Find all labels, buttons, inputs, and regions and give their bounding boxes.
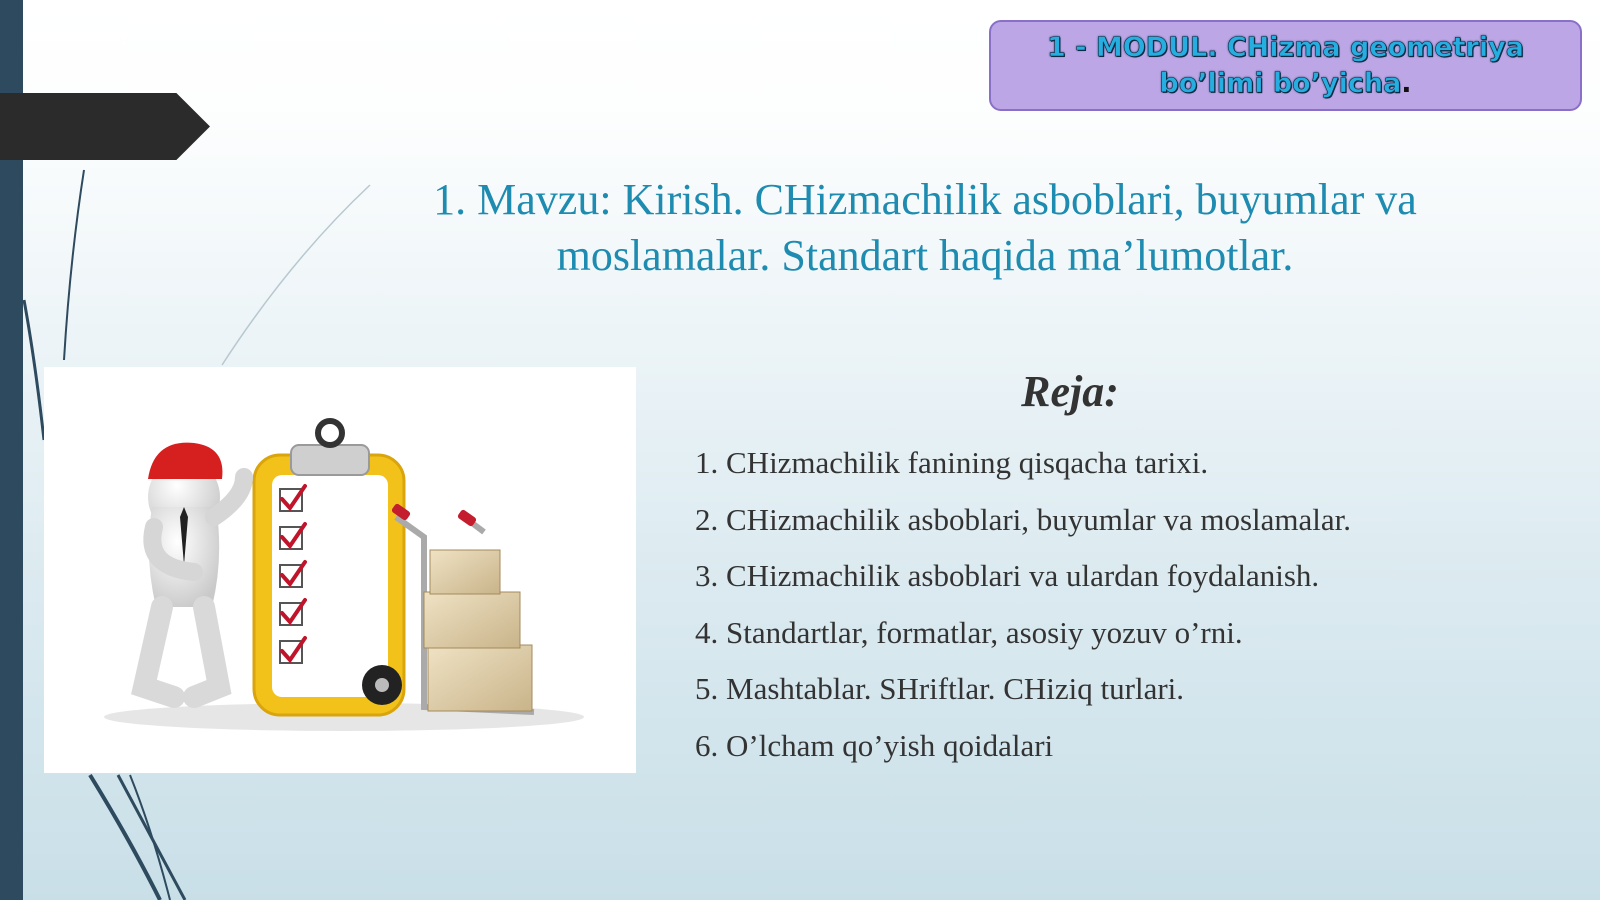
checklist-illustration	[44, 367, 636, 773]
module-badge	[989, 20, 1582, 111]
plan-item: 4. Standartlar, formatlar, asosiy yozuv o’rni.	[695, 614, 1243, 650]
plan-item: 2. CHizmachilik asboblari, buyumlar va moslamalar.	[695, 501, 1352, 537]
slide-title-line1: 1. Mavzu: Kirish. CHizmachilik asboblari, buyumlar va	[433, 175, 1417, 224]
module-badge-line2	[1047, 66, 1524, 102]
person-checklist-boxes-icon	[44, 367, 636, 773]
plan-item: 6. O’lcham qo’yish qoidalari	[695, 727, 1054, 763]
plan-item: 5. Mashtablar. SHriftlar. CHiziq turlari.	[695, 671, 1185, 707]
plan-item: 1. CHizmachilik fanining qisqacha tarixi.	[695, 445, 1209, 480]
module-badge-line1: 1 - MODUL. CHizma geometriya	[1047, 31, 1524, 63]
arrow-tab	[0, 93, 210, 160]
module-badge-period: .	[1401, 67, 1412, 99]
slide-title-line2: moslamalar. Standart haqida ma’lumotlar.	[556, 231, 1294, 280]
module-badge-line2-text: bo’limi bo’yicha	[1159, 67, 1402, 99]
plan-heading: Reja:	[1021, 367, 1119, 416]
plan-item: 3. CHizmachilik asboblari va ulardan foydalanish.	[695, 558, 1320, 594]
slide-title	[380, 172, 1470, 284]
plan-list	[695, 435, 1351, 775]
